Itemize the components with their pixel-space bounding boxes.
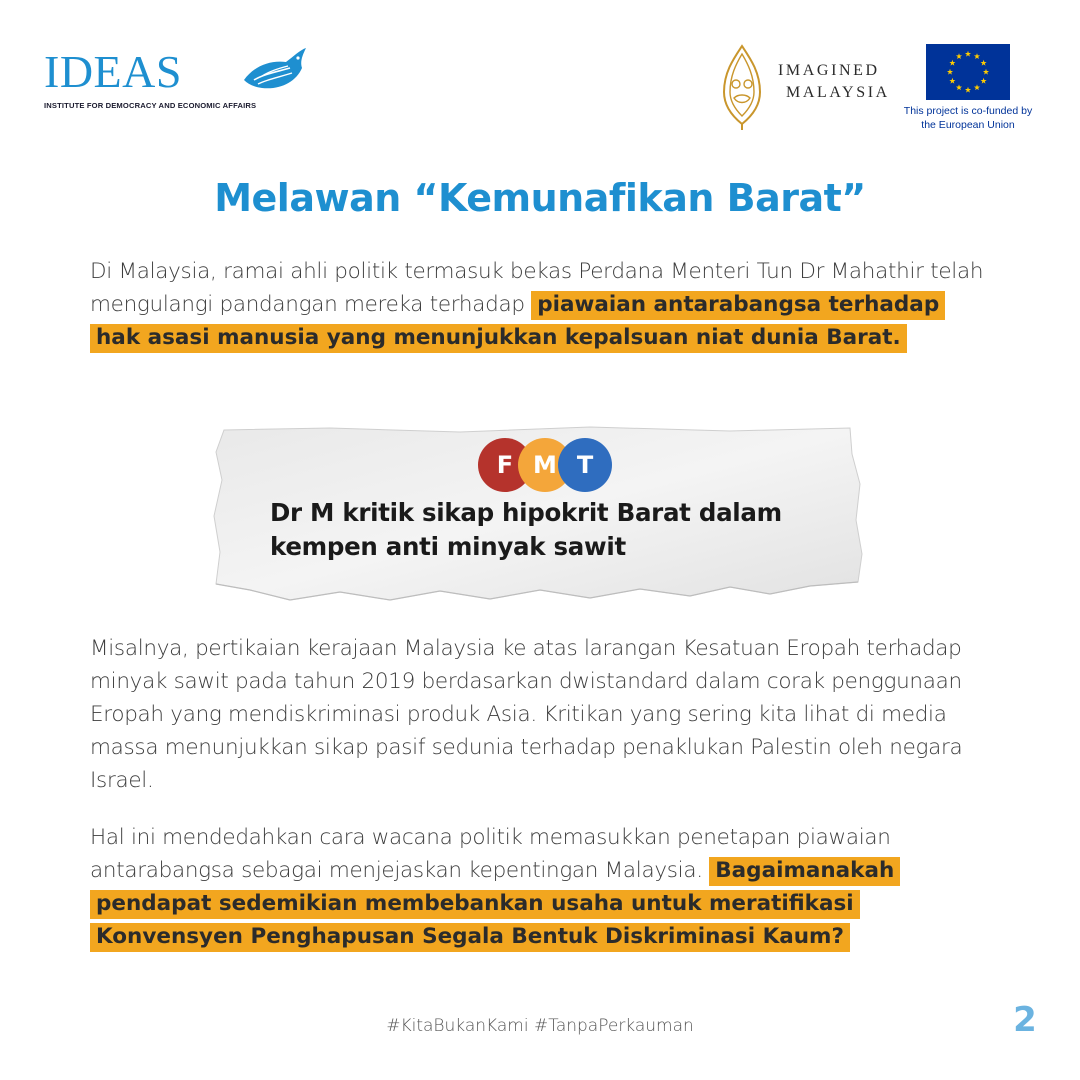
- paragraph-example-text: Misalnya, pertikaian kerajaan Malaysia ke atas larangan Kesatuan Eropah terhadap minyak sawit pada tahun 2019 berdasarkan dwistandard dalam corak penggunaan Eropah yang mendiskriminasi produk Asia. Kritikan yang sering kita lihat di media massa menunjukkan sikap pasif sedunia terhadap penaklukan Palestin oleh negara Israel.: [90, 636, 963, 793]
- paragraph-intro-highlight: piawaian antarabangsa terhadap hak asasi manusia yang menunjukkan kepalsuan niat dunia Barat.: [90, 291, 945, 353]
- eu-star: [983, 69, 989, 75]
- ideas-logo: [44, 44, 284, 114]
- paragraph-example: [90, 632, 990, 797]
- eu-caption-line1: This project is co-funded by: [903, 105, 1033, 117]
- eu-star: [956, 53, 962, 59]
- page-number: 2: [1013, 1000, 1037, 1040]
- eu-star: [981, 60, 987, 66]
- paragraph-intro: [90, 255, 990, 354]
- paragraph-conclusion: [90, 821, 990, 953]
- page-title: Melawan “Kemunafikan Barat”: [214, 176, 866, 220]
- fmt-logo-t: T: [558, 438, 612, 492]
- eu-star: [947, 69, 953, 75]
- eu-star: [974, 53, 980, 59]
- eu-flag-icon: [926, 44, 1010, 100]
- fmt-logo-f: F: [478, 438, 532, 492]
- imagined-malaysia-logo: [720, 44, 900, 130]
- eu-star: [965, 51, 971, 57]
- dove-icon: [240, 46, 310, 98]
- paragraph-intro-text: Di Malaysia, ramai ahli politik termasuk bekas Perdana Menteri Tun Dr Mahathir telah mengulangi pandangan mereka terhadap: [90, 259, 984, 317]
- eu-star: [949, 60, 955, 66]
- imagined-malaysia-line2: MALAYSIA: [786, 84, 890, 101]
- eu-star: [956, 84, 962, 90]
- hashtags: #KitaBukanKami #TanpaPerkauman: [386, 1016, 694, 1036]
- eu-cofunding-block: [898, 44, 1038, 134]
- news-headline: Dr M kritik sikap hipokrit Barat dalam kempen anti minyak sawit: [270, 498, 782, 561]
- fmt-logo-m: M: [518, 438, 572, 492]
- paragraph-conclusion-text: Hal ini mendedahkan cara wacana politik memasukkan penetapan piawaian antarabangsa sebagai menjejaskan kepentingan Malaysia.: [90, 825, 891, 883]
- paragraph-conclusion-highlight: Bagaimanakah pendapat sedemikian membebankan usaha untuk meratifikasi Konvensyen Penghapusan Segala Bentuk Diskriminasi Kaum?: [90, 857, 900, 952]
- eu-star: [965, 87, 971, 93]
- eu-star: [949, 78, 955, 84]
- fmt-logo: [478, 438, 614, 494]
- news-clipping: [210, 424, 870, 604]
- ideas-logo-word: IDEAS: [44, 46, 182, 97]
- eu-caption-line2: the European Union: [921, 119, 1015, 131]
- eu-caption: [898, 104, 1038, 132]
- ideas-logo-subtitle: INSTITUTE FOR DEMOCRACY AND ECONOMIC AFFAIRS: [44, 101, 257, 110]
- gunungan-emblem-icon: [720, 44, 764, 130]
- imagined-malaysia-line1: IMAGINED: [778, 62, 880, 79]
- eu-star: [981, 78, 987, 84]
- eu-star: [974, 84, 980, 90]
